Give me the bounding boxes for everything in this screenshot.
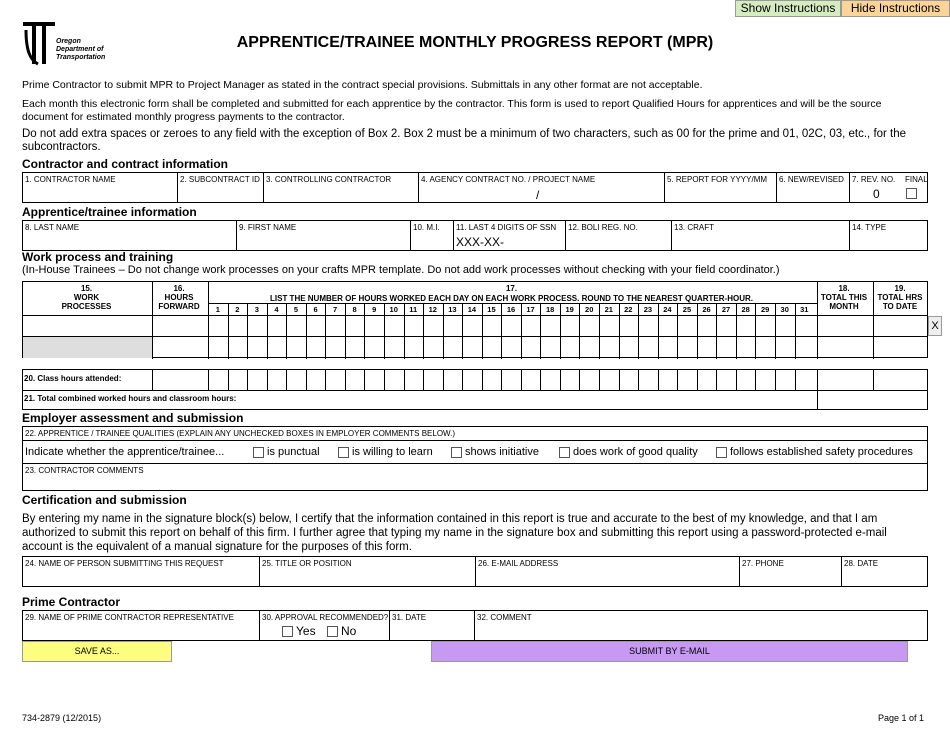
day-header-4: 4 [274, 305, 279, 314]
save-as-button[interactable]: SAVE AS... [22, 641, 172, 662]
boli-reg-field[interactable]: 12. BOLI REG. NO. [566, 221, 672, 250]
col-19-header: 19. TOTAL HRS TO DATE [877, 284, 923, 311]
day-header-14: 14 [467, 305, 477, 314]
col-15-header: 15. WORK PROCESSES [61, 284, 112, 311]
type-field[interactable]: 14. TYPE [852, 223, 887, 232]
logo-line-1: Oregon [56, 38, 81, 45]
final-checkbox[interactable] [906, 188, 917, 199]
controlling-contractor-field[interactable]: 3. CONTROLLING CONTRACTOR [264, 173, 419, 202]
day-header-11: 11 [409, 305, 418, 314]
quality-option[interactable]: does work of good quality [559, 441, 698, 463]
qualities-row [23, 440, 927, 464]
submitter-name-field[interactable]: 24. NAME OF PERSON SUBMITTING THIS REQUEST [23, 557, 260, 586]
contract-row [22, 172, 928, 203]
col-17-header: 17. LIST THE NUMBER OF HOURS WORKED EACH DAY ON EACH WORK PROCESS. ROUND TO THE NEAREST QUARTER-HOUR. [270, 284, 753, 303]
qualities-label: 22. APPRENTICE / TRAINEE QUALITIES (EXPLAIN ANY UNCHECKED BOXES IN EMPLOYER COMMENTS BELOW.) [25, 429, 456, 438]
prime-rep-field[interactable]: 29. NAME OF PRIME CONTRACTOR REPRESENTATIVE [23, 611, 260, 640]
apprentice-row [22, 220, 928, 251]
page-title: APPRENTICE/TRAINEE MONTHLY PROGRESS REPORT (MPR) [236, 34, 714, 51]
day-header-5: 5 [293, 305, 299, 314]
middle-initial-field[interactable]: 10. M.I. [411, 221, 454, 250]
agency-contract-field[interactable]: 4. AGENCY CONTRACT NO. / PROJECT NAME / [419, 173, 665, 202]
day-header-15: 15 [487, 305, 496, 314]
day-header-22: 22 [624, 305, 633, 314]
col-16-header: 16. HOURS FORWARD [158, 284, 200, 311]
date-field[interactable]: 28. DATE [844, 559, 879, 568]
day-header-27: 27 [721, 305, 731, 314]
work-note: (In-House Trainees – Do not change work processes on your crafts MPR template. Do not add work processes without checking with your field coordinator.) [22, 264, 780, 276]
certification-text: By entering my name in the signature block(s) below, I certify that the information contained in this report is true and accurate to the best of my knowledge, and that I am authorized to submit this report on behalf of this firm. I further agree that typing my name in the signature box and submitting this report using a password-protected e-mail account is the equivalent of a manual signature for the purposes of this form. [22, 513, 887, 553]
class-hours-label: 20. Class hours attended: [24, 374, 122, 383]
day-header-10: 10 [389, 305, 398, 314]
class-hours-grid [22, 369, 928, 410]
page-number: Page 1 of 1 [878, 713, 925, 723]
day-header-24: 24 [663, 305, 672, 314]
approval-yes-option[interactable]: Yes [282, 624, 316, 638]
day-header-18: 18 [545, 305, 555, 314]
day-header-29: 29 [760, 305, 770, 314]
rev-no-field[interactable]: 7. REV. NO. FINAL 0 [852, 175, 928, 201]
initiative-option[interactable]: shows initiative [451, 441, 539, 463]
day-header-12: 12 [428, 305, 437, 314]
intro-paragraph-2: Each month this electronic form shall be completed and submitted for each apprentice by the contractor. This form is used to report Qualified Hours for apprentices and will be the source document for estimated monthly progress payments to the contractor. [22, 98, 882, 123]
prime-row [22, 610, 928, 641]
day-header-1: 1 [215, 305, 220, 314]
day-header-3: 3 [254, 305, 259, 314]
day-header-28: 28 [741, 305, 750, 314]
day-header-31: 31 [800, 305, 809, 314]
hide-instructions-button[interactable]: Hide Instructions [841, 0, 950, 17]
logo-line-2: Department of [56, 46, 104, 53]
new-revised-field[interactable]: 6. NEW/REVISED [777, 173, 850, 202]
safety-option[interactable]: follows established safety procedures [716, 441, 913, 463]
intro-paragraph-3: Do not add extra spaces or zeroes to any field with the exception of Box 2. Box 2 must be a minimum of two characters, such as 00 for the prime and 01, 02C, 03, etc., for the subcontractors. [22, 128, 907, 153]
day-header-17: 17 [526, 305, 535, 314]
day-header-30: 30 [780, 305, 789, 314]
first-name-field[interactable]: 9. FIRST NAME [237, 221, 411, 250]
form-number: 734-2879 (12/2015) [22, 713, 102, 723]
contract-heading: Contractor and contract information [22, 157, 229, 171]
assessment-heading: Employer assessment and submission [22, 411, 244, 425]
day-header-23: 23 [643, 305, 653, 314]
punctual-option[interactable]: is punctual [253, 441, 320, 463]
intro-paragraph-1: Prime Contractor to submit MPR to Project Manager as stated in the contract special provisions. Submittals in any other format are not acceptable. [22, 79, 703, 91]
signature-row [22, 556, 928, 587]
title-position-field[interactable]: 25. TITLE OR POSITION [260, 557, 476, 586]
email-address-field[interactable]: 26. E-MAIL ADDRESS [476, 557, 740, 586]
assessment-box [22, 426, 928, 491]
approval-no-option[interactable]: No [327, 624, 356, 638]
craft-field[interactable]: 13. CRAFT [672, 221, 850, 250]
day-header-21: 21 [604, 305, 613, 314]
day-header-8: 8 [352, 305, 357, 314]
day-header-7: 7 [332, 305, 338, 314]
show-instructions-button[interactable]: Show Instructions [735, 0, 841, 17]
work-heading: Work process and training [22, 250, 174, 264]
approval-field: 30. APPROVAL RECOMMENDED? Yes No [262, 613, 389, 638]
contractor-comments-field[interactable]: 23. CONTRACTOR COMMENTS [25, 466, 144, 475]
day-header-19: 19 [565, 305, 574, 314]
apprentice-heading: Apprentice/trainee information [22, 205, 197, 219]
day-header-9: 9 [372, 305, 377, 314]
submit-email-button[interactable]: SUBMIT BY E-MAIL [431, 641, 908, 662]
prime-comment-field[interactable]: 32. COMMENT [477, 613, 532, 622]
last-name-field[interactable]: 8. LAST NAME [23, 221, 237, 250]
prime-date-field[interactable]: 31. DATE [390, 611, 475, 640]
day-header-13: 13 [448, 305, 457, 314]
total-hours-label: 21. Total combined worked hours and classroom hours: [24, 394, 237, 403]
willing-option[interactable]: is willing to learn [338, 441, 433, 463]
work-process-cell[interactable] [23, 337, 152, 358]
phone-field[interactable]: 27. PHONE [740, 557, 842, 586]
col-18-header: 18. TOTAL THIS MONTH [820, 284, 868, 311]
day-header-6: 6 [313, 305, 318, 314]
logo-line-3: Transportation [56, 54, 106, 61]
day-header-2: 2 [235, 305, 240, 314]
day-header-25: 25 [682, 305, 692, 314]
certification-heading: Certification and submission [22, 493, 187, 507]
subcontract-id-field[interactable]: 2. SUBCONTRACT ID [178, 173, 264, 202]
indicate-text: Indicate whether the apprentice/trainee... [25, 446, 225, 458]
ssn-field[interactable]: 11. LAST 4 DIGITS OF SSN XXX-XX- [454, 221, 566, 250]
day-header-16: 16 [506, 305, 516, 314]
prime-heading: Prime Contractor [22, 595, 121, 609]
contractor-name-field[interactable]: 1. CONTRACTOR NAME [23, 173, 178, 202]
day-header-26: 26 [702, 305, 711, 314]
report-month-field[interactable]: 5. REPORT FOR YYYY/MM [665, 173, 777, 202]
day-header-20: 20 [585, 305, 594, 314]
remove-row-button[interactable]: X [928, 316, 942, 336]
